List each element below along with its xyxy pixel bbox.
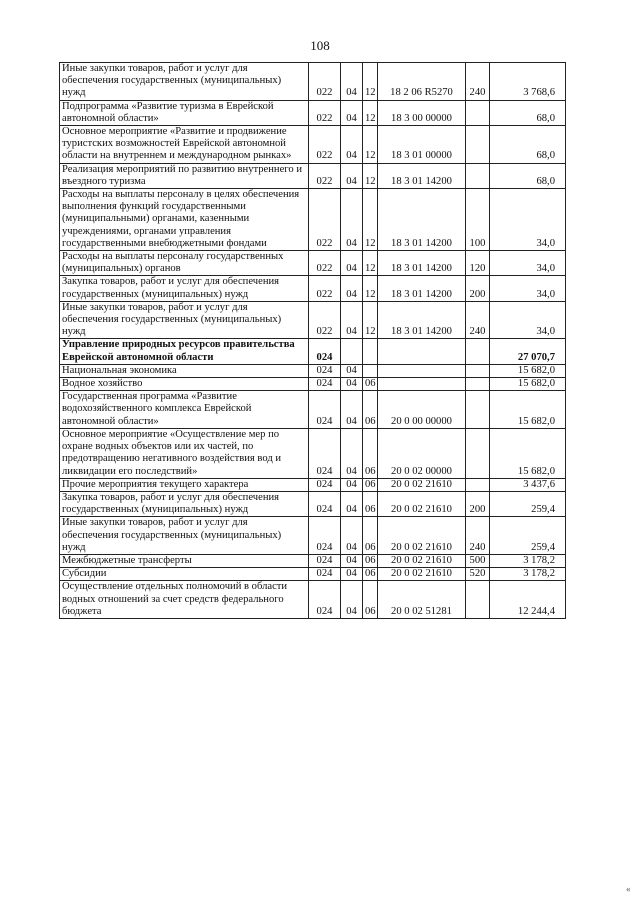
- row-subsection-code: [363, 364, 378, 377]
- row-target-article: 18 3 01 14200: [378, 163, 466, 188]
- row-section-code: 04: [341, 301, 363, 339]
- row-expense-type: [466, 378, 490, 391]
- row-subsection-code: 12: [363, 63, 378, 101]
- row-target-article: 20 0 02 21610: [378, 491, 466, 516]
- row-section-code: 04: [341, 189, 363, 251]
- row-target-article: [378, 339, 466, 364]
- table-row: [60, 491, 566, 516]
- row-grbs-code: 022: [309, 189, 341, 251]
- table-row: [60, 163, 566, 188]
- row-expense-type: [466, 364, 490, 377]
- row-grbs-code: 022: [309, 251, 341, 276]
- row-subsection-code: 06: [363, 491, 378, 516]
- row-section-code: 04: [341, 251, 363, 276]
- row-grbs-code: 024: [309, 339, 341, 364]
- row-grbs-code: 024: [309, 391, 341, 429]
- row-subsection-code: 06: [363, 478, 378, 491]
- budget-table: [59, 62, 566, 619]
- row-target-article: [378, 364, 466, 377]
- row-amount: 3 437,6: [490, 478, 566, 491]
- row-name: Расходы на выплаты персоналу государственных (муниципальных) органов: [60, 251, 309, 276]
- row-section-code: 04: [341, 100, 363, 125]
- row-section-code: 04: [341, 126, 363, 164]
- row-target-article: 20 0 02 00000: [378, 428, 466, 478]
- row-grbs-code: 024: [309, 517, 341, 555]
- row-section-code: 04: [341, 581, 363, 619]
- row-target-article: 20 0 02 21610: [378, 554, 466, 567]
- row-section-code: 04: [341, 554, 363, 567]
- table-row: [60, 251, 566, 276]
- row-expense-type: 500: [466, 554, 490, 567]
- row-expense-type: 120: [466, 251, 490, 276]
- row-section-code: [341, 339, 363, 364]
- table-row: [60, 554, 566, 567]
- row-target-article: 18 3 01 14200: [378, 301, 466, 339]
- row-grbs-code: 022: [309, 100, 341, 125]
- table-row: [60, 428, 566, 478]
- row-amount: 15 682,0: [490, 391, 566, 429]
- row-grbs-code: 024: [309, 364, 341, 377]
- row-target-article: 20 0 02 21610: [378, 478, 466, 491]
- row-amount: 12 244,4: [490, 581, 566, 619]
- row-target-article: 20 0 02 21610: [378, 568, 466, 581]
- row-grbs-code: 022: [309, 126, 341, 164]
- table-row: [60, 100, 566, 125]
- row-amount: 3 768,6: [490, 63, 566, 101]
- table-row: [60, 276, 566, 301]
- row-subsection-code: 06: [363, 568, 378, 581]
- table-row: [60, 581, 566, 619]
- row-amount: 3 178,2: [490, 554, 566, 567]
- row-amount: 34,0: [490, 251, 566, 276]
- page-number: 108: [310, 38, 330, 53]
- row-section-code: 04: [341, 276, 363, 301]
- row-expense-type: [466, 428, 490, 478]
- row-name: Государственная программа «Развитие водохозяйственного комплекса Еврейской автономной области»: [60, 391, 309, 429]
- table-row: [60, 391, 566, 429]
- row-amount: 27 070,7: [490, 339, 566, 364]
- row-target-article: 20 0 02 51281: [378, 581, 466, 619]
- row-section-code: 04: [341, 478, 363, 491]
- row-section-code: 04: [341, 163, 363, 188]
- row-amount: 15 682,0: [490, 378, 566, 391]
- row-amount: 259,4: [490, 517, 566, 555]
- row-name: Национальная экономика: [60, 364, 309, 377]
- row-target-article: 20 0 02 21610: [378, 517, 466, 555]
- row-target-article: 18 3 01 00000: [378, 126, 466, 164]
- row-target-article: 18 3 01 14200: [378, 276, 466, 301]
- row-name: Иные закупки товаров, работ и услуг для обеспечения государственных (муниципальных) нужд: [60, 517, 309, 555]
- row-name: Расходы на выплаты персоналу в целях обеспечения выполнения функций государственными (муниципальными) органами, казенными учреждениями, органами управления государственными внебюджетными фондами: [60, 189, 309, 251]
- row-section-code: 04: [341, 391, 363, 429]
- row-expense-type: [466, 478, 490, 491]
- row-grbs-code: 024: [309, 568, 341, 581]
- row-name: Подпрограмма «Развитие туризма в Еврейской автономной области»: [60, 100, 309, 125]
- row-amount: 15 682,0: [490, 428, 566, 478]
- row-subsection-code: 06: [363, 581, 378, 619]
- table-row: [60, 568, 566, 581]
- table-row: [60, 478, 566, 491]
- row-expense-type: 200: [466, 491, 490, 516]
- table-row: [60, 339, 566, 364]
- row-name: Основное мероприятие «Осуществление мер по охране водных объектов или их частей, по предотвращению негативного воздействия вод и ликвидации его последствий»: [60, 428, 309, 478]
- table-row: [60, 189, 566, 251]
- row-amount: 68,0: [490, 100, 566, 125]
- table-row: [60, 301, 566, 339]
- row-subsection-code: 12: [363, 251, 378, 276]
- row-target-article: 20 0 00 00000: [378, 391, 466, 429]
- row-amount: 34,0: [490, 276, 566, 301]
- row-section-code: 04: [341, 63, 363, 101]
- row-expense-type: [466, 163, 490, 188]
- row-name: Закупка товаров, работ и услуг для обеспечения государственных (муниципальных) нужд: [60, 491, 309, 516]
- row-amount: 3 178,2: [490, 568, 566, 581]
- row-name: Реализация мероприятий по развитию внутреннего и въездного туризма: [60, 163, 309, 188]
- row-name: Осуществление отдельных полномочий в области водных отношений за счет средств федерального бюджета: [60, 581, 309, 619]
- row-subsection-code: 12: [363, 301, 378, 339]
- row-expense-type: 240: [466, 301, 490, 339]
- row-amount: 68,0: [490, 163, 566, 188]
- row-section-code: 04: [341, 568, 363, 581]
- row-grbs-code: 024: [309, 554, 341, 567]
- row-expense-type: 100: [466, 189, 490, 251]
- row-grbs-code: 024: [309, 478, 341, 491]
- row-expense-type: [466, 391, 490, 429]
- row-amount: 259,4: [490, 491, 566, 516]
- row-grbs-code: 022: [309, 63, 341, 101]
- row-amount: 15 682,0: [490, 364, 566, 377]
- row-subsection-code: 06: [363, 378, 378, 391]
- table-row: [60, 126, 566, 164]
- row-grbs-code: 024: [309, 378, 341, 391]
- row-expense-type: [466, 126, 490, 164]
- row-subsection-code: 06: [363, 391, 378, 429]
- row-subsection-code: 12: [363, 163, 378, 188]
- row-grbs-code: 022: [309, 276, 341, 301]
- row-target-article: 18 2 06 R5270: [378, 63, 466, 101]
- table-row: [60, 364, 566, 377]
- row-subsection-code: 12: [363, 126, 378, 164]
- row-expense-type: 240: [466, 517, 490, 555]
- row-grbs-code: 024: [309, 581, 341, 619]
- row-name: Закупка товаров, работ и услуг для обеспечения государственных (муниципальных) нужд: [60, 276, 309, 301]
- row-section-code: 04: [341, 491, 363, 516]
- row-section-code: 04: [341, 517, 363, 555]
- row-target-article: 18 3 01 14200: [378, 189, 466, 251]
- row-subsection-code: 06: [363, 428, 378, 478]
- corner-mark: «: [626, 884, 631, 894]
- row-grbs-code: 022: [309, 301, 341, 339]
- row-grbs-code: 024: [309, 428, 341, 478]
- row-target-article: 18 3 00 00000: [378, 100, 466, 125]
- row-amount: 34,0: [490, 189, 566, 251]
- table-body: [60, 63, 566, 619]
- row-name: Субсидии: [60, 568, 309, 581]
- table-row: [60, 63, 566, 101]
- row-section-code: 04: [341, 428, 363, 478]
- row-amount: 34,0: [490, 301, 566, 339]
- row-subsection-code: 12: [363, 100, 378, 125]
- row-subsection-code: 06: [363, 554, 378, 567]
- row-name: Иные закупки товаров, работ и услуг для обеспечения государственных (муниципальных) нужд: [60, 63, 309, 101]
- row-name: Управление природных ресурсов правительства Еврейской автономной области: [60, 339, 309, 364]
- row-subsection-code: 12: [363, 189, 378, 251]
- row-section-code: 04: [341, 364, 363, 377]
- row-name: Межбюджетные трансферты: [60, 554, 309, 567]
- row-expense-type: [466, 581, 490, 619]
- row-name: Водное хозяйство: [60, 378, 309, 391]
- row-name: Иные закупки товаров, работ и услуг для обеспечения государственных (муниципальных) нужд: [60, 301, 309, 339]
- table-row: [60, 378, 566, 391]
- row-target-article: 18 3 01 14200: [378, 251, 466, 276]
- table-row: [60, 517, 566, 555]
- row-expense-type: [466, 339, 490, 364]
- row-amount: 68,0: [490, 126, 566, 164]
- row-subsection-code: 06: [363, 517, 378, 555]
- row-grbs-code: 022: [309, 163, 341, 188]
- row-expense-type: 240: [466, 63, 490, 101]
- row-expense-type: [466, 100, 490, 125]
- row-expense-type: 520: [466, 568, 490, 581]
- row-section-code: 04: [341, 378, 363, 391]
- row-subsection-code: 12: [363, 276, 378, 301]
- row-target-article: [378, 378, 466, 391]
- row-subsection-code: [363, 339, 378, 364]
- row-grbs-code: 024: [309, 491, 341, 516]
- row-expense-type: 200: [466, 276, 490, 301]
- row-name: Основное мероприятие «Развитие и продвижение туристских возможностей Еврейской автономной области на внутреннем и международном рынках»: [60, 126, 309, 164]
- row-name: Прочие мероприятия текущего характера: [60, 478, 309, 491]
